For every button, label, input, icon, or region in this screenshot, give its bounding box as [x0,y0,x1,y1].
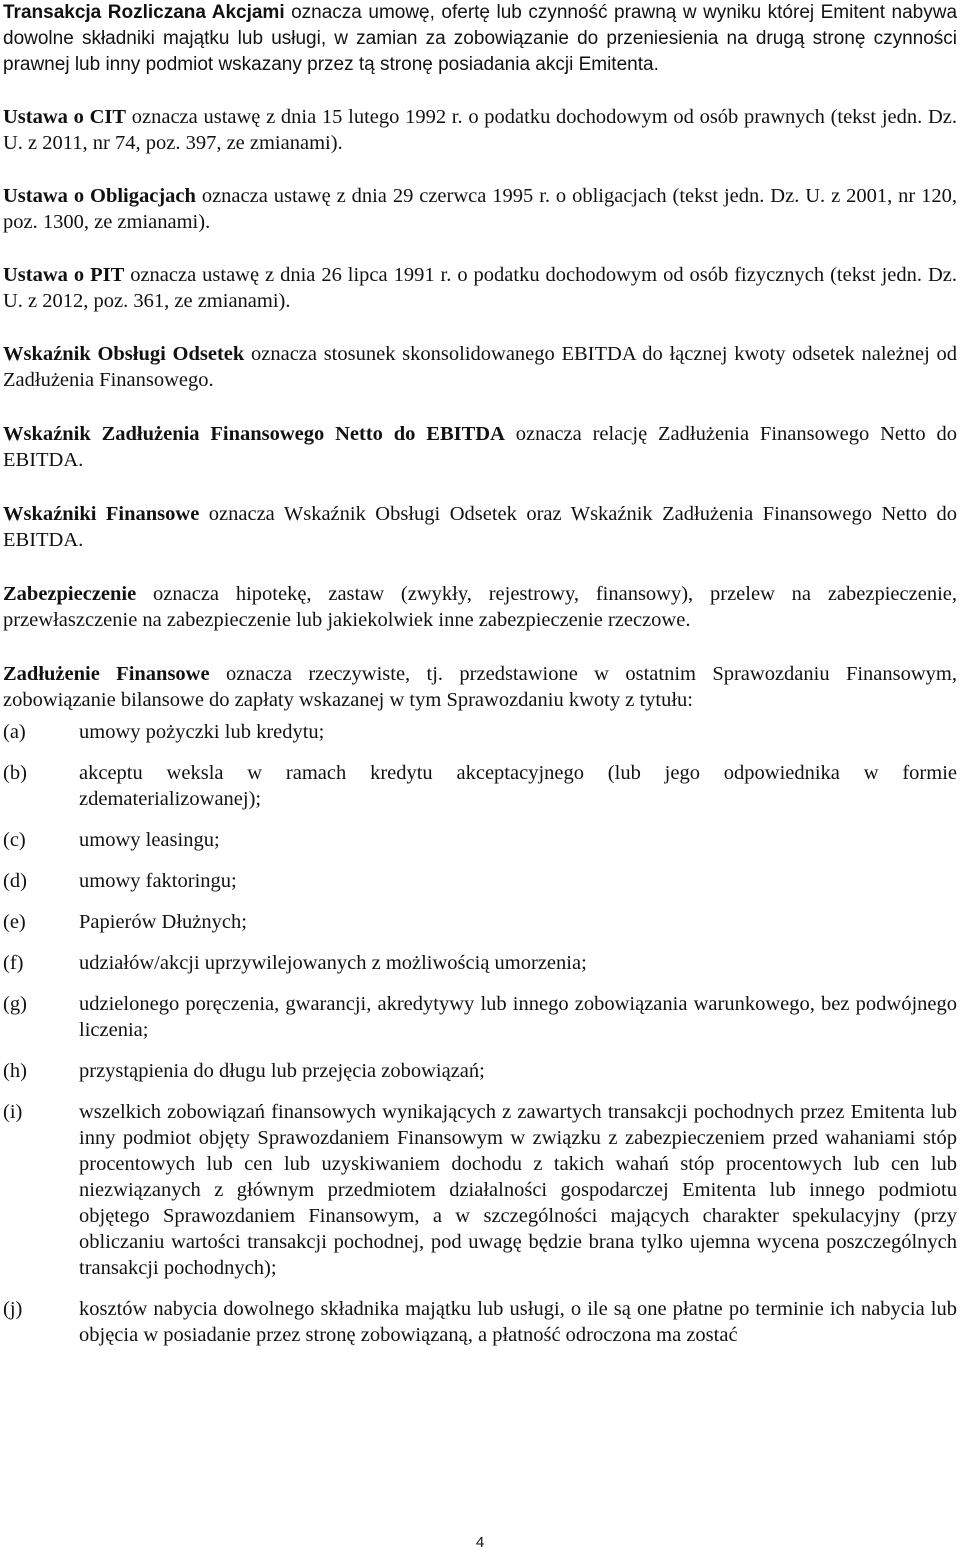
list-item-text: Papierów Dłużnych; [79,911,247,933]
list-item [3,991,957,1043]
definition-paragraph [3,501,957,553]
list-item-text: umowy pożyczki lub kredytu; [79,721,325,743]
definition-term: Transakcja Rozliczana Akcjami [3,2,285,23]
enumerated-list [3,719,957,1348]
definition-term: Zabezpieczenie [3,583,137,605]
definition-term: Ustawa o Obligacjach [3,185,196,207]
definition-term: Wskaźniki Finansowe [3,503,200,525]
list-item-text: udziałów/akcji uprzywilejowanych z możliwością umorzenia; [79,952,587,974]
list-item-text: umowy faktoringu; [79,870,237,892]
definition-text: oznacza umowę, ofertę lub czynność prawną w wyniku której Emitent nabywa dowolne składniki majątku lub usługi, w zamian za zobowiązanie do przeniesienia na drugą stronę czynności prawnej lub inny podmiot wskazany przez tą stronę posiadania akcji Emitenta. [3,2,958,75]
list-item-label: (b) [3,762,27,784]
list-item-text: umowy leasingu; [79,829,220,851]
list-item-label: (i) [3,1101,23,1123]
list-item-text: wszelkich zobowiązań finansowych wynikających z zawartych transakcji pochodnych przez Emitenta lub inny podmiot objęty Sprawozdaniem Finansowym w związku z zabezpieczeniem przed wahaniami stóp procentowych lub cen lub uzyskiwaniem dochodu z takich wahań stóp procentowych lub cen lub niezwiązanych z głównym przedmiotem działalności gospodarczej Emitenta lub innego podmiotu objętego Sprawozdaniem Finansowym, a w szczególności mających charakter spekulacyjny (przy obliczaniu wartości transakcji pochodnej, pod uwagę będzie brana tylko ujemna wycena poszczególnych transakcji pochodnych); [79,1101,957,1279]
definition-term: Zadłużenie Finansowe [3,663,210,685]
list-item-text: przystąpienia do długu lub przejęcia zobowiązań; [79,1060,485,1082]
list-item [3,1296,957,1348]
definition-paragraph [3,183,957,235]
list-item-label: (a) [3,721,26,743]
definition-text: oznacza ustawę z dnia 15 lutego 1992 r. o podatku dochodowym od osób prawnych (tekst jedn. Dz. U. z 2011, nr 74, poz. 397, ze zmianami). [3,106,957,154]
list-item [3,950,957,976]
definition-paragraph [3,262,957,314]
list-item [3,1058,957,1084]
definition-paragraph [3,341,957,393]
list-item [3,719,957,745]
list-item [3,868,957,894]
document-page [3,0,957,1363]
list-item [3,909,957,935]
list-item-label: (f) [3,952,24,974]
definition-paragraph [3,104,957,156]
list-item-text: udzielonego poręczenia, gwarancji, akredytywy lub innego zobowiązania warunkowego, bez podwójnego liczenia; [79,993,957,1041]
definition-text: oznacza ustawę z dnia 29 czerwca 1995 r. o obligacjach (tekst jedn. Dz. U. z 2001, nr 120, poz. 1300, ze zmianami). [3,185,958,233]
definition-paragraph [3,421,957,473]
list-item-label: (e) [3,911,26,933]
definition-term: Wskaźnik Obsługi Odsetek [3,343,245,365]
list-item-text: kosztów nabycia dowolnego składnika majątku lub usługi, o ile są one płatne po terminie ich nabycia lub objęcia w posiadanie przez stronę zobowiązaną, a płatność odroczona ma zostać [79,1298,957,1346]
definition-term: Ustawa o CIT [3,106,127,128]
definition-text: oznacza ustawę z dnia 26 lipca 1991 r. o podatku dochodowym od osób fizycznych (tekst jedn. Dz. U. z 2012, poz. 361, ze zmianami). [3,264,957,312]
definition-text: oznacza hipotekę, zastaw (zwykły, rejestrowy, finansowy), przelew na zabezpieczenie, przewłaszczenie na zabezpieczenie lub jakiekolwiek inne zabezpieczenie rzeczowe. [3,583,957,631]
list-item-label: (j) [3,1298,23,1320]
list-item [3,760,957,812]
list-item [3,827,957,853]
definition-text: oznacza Wskaźnik Obsługi Odsetek oraz Wskaźnik Zadłużenia Finansowego Netto do EBITDA. [3,503,957,551]
list-item-label: (d) [3,870,27,892]
definition-paragraph [3,581,957,633]
definition-text: oznacza rzeczywiste, tj. przedstawione w ostatnim Sprawozdaniu Finansowym, zobowiązanie bilansowe do zapłaty wskazanej w tym Sprawozdaniu kwoty z tytułu: [3,663,958,711]
definition-text: oznacza relację Zadłużenia Finansowego Netto do EBITDA. [3,423,957,471]
definition-term: Wskaźnik Zadłużenia Finansowego Netto do EBITDA [3,423,505,445]
list-item-label: (h) [3,1060,27,1082]
definition-text: oznacza stosunek skonsolidowanego EBITDA do łącznej kwoty odsetek należnej od Zadłużenia Finansowego. [3,343,958,391]
list-item [3,1099,957,1281]
definition-paragraph [3,661,957,713]
definition-paragraph [3,0,957,78]
list-item-text: akceptu weksla w ramach kredytu akceptacyjnego (lub jego odpowiednika w formie zdematerializowanej); [79,762,957,810]
definition-term: Ustawa o PIT [3,264,125,286]
page-number: 4 [475,1534,485,1551]
list-item-label: (c) [3,829,26,851]
list-item-label: (g) [3,993,27,1015]
